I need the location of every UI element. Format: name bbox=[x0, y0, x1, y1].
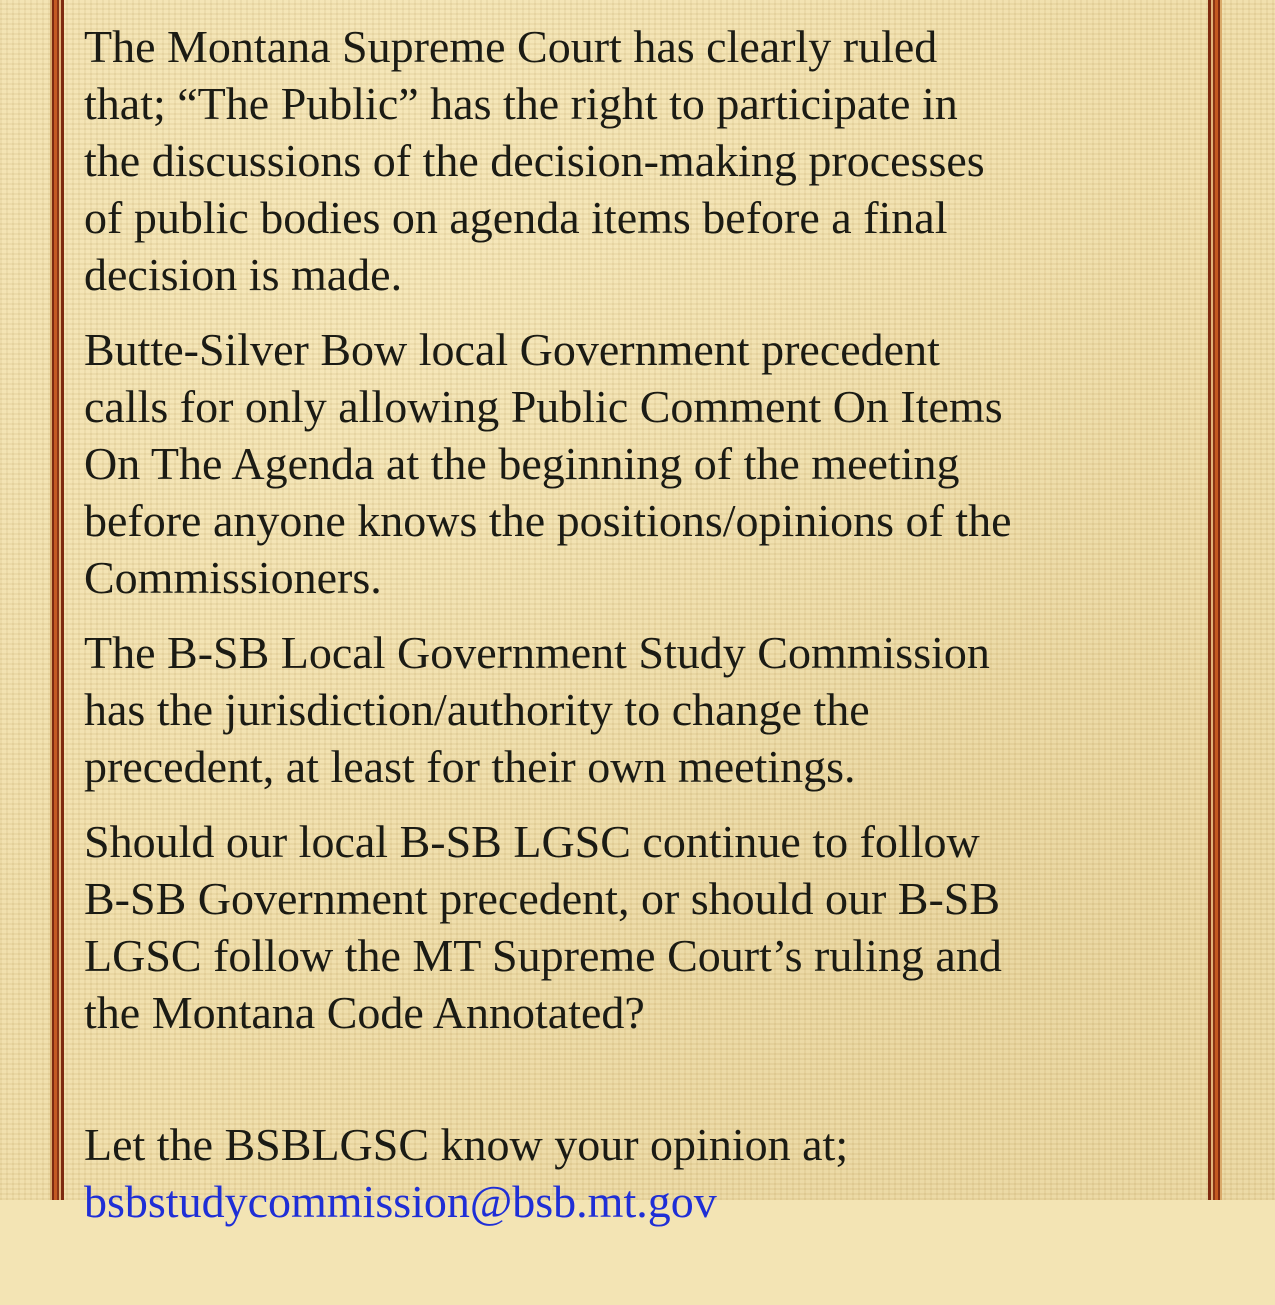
paragraph-supreme-court-ruling: The Montana Supreme Court has clearly ruled that; “The Public” has the right to participate in the discussions of the decision-making processes of public bodies on agenda items before a final decision is made. bbox=[84, 21, 985, 300]
paragraph-closing bbox=[84, 1059, 1194, 1287]
decorative-border-right bbox=[1208, 0, 1222, 1200]
document-body bbox=[84, 18, 1194, 1305]
closing-text: Let the BSBLGSC know your opinion at; bbox=[84, 1119, 849, 1170]
paragraph-question: Should our local B-SB LGSC continue to follow B-SB Government precedent, or should our B-SB LGSC follow the MT Supreme Court’s ruling and the Montana Code Annotated? bbox=[84, 816, 1002, 1038]
paragraph-study-commission-authority: The B-SB Local Government Study Commission has the jurisdiction/authority to change the precedent, at least for their own meetings. bbox=[84, 627, 990, 792]
decorative-border-left bbox=[50, 0, 64, 1200]
email-link[interactable]: bsbstudycommission@bsb.mt.gov bbox=[84, 1176, 717, 1227]
paragraph-local-precedent: Butte-Silver Bow local Government precedent calls for only allowing Public Comment On Items On The Agenda at the beginning of the meeting before anyone knows the positions/opinions of the Commissioners. bbox=[84, 324, 1012, 603]
